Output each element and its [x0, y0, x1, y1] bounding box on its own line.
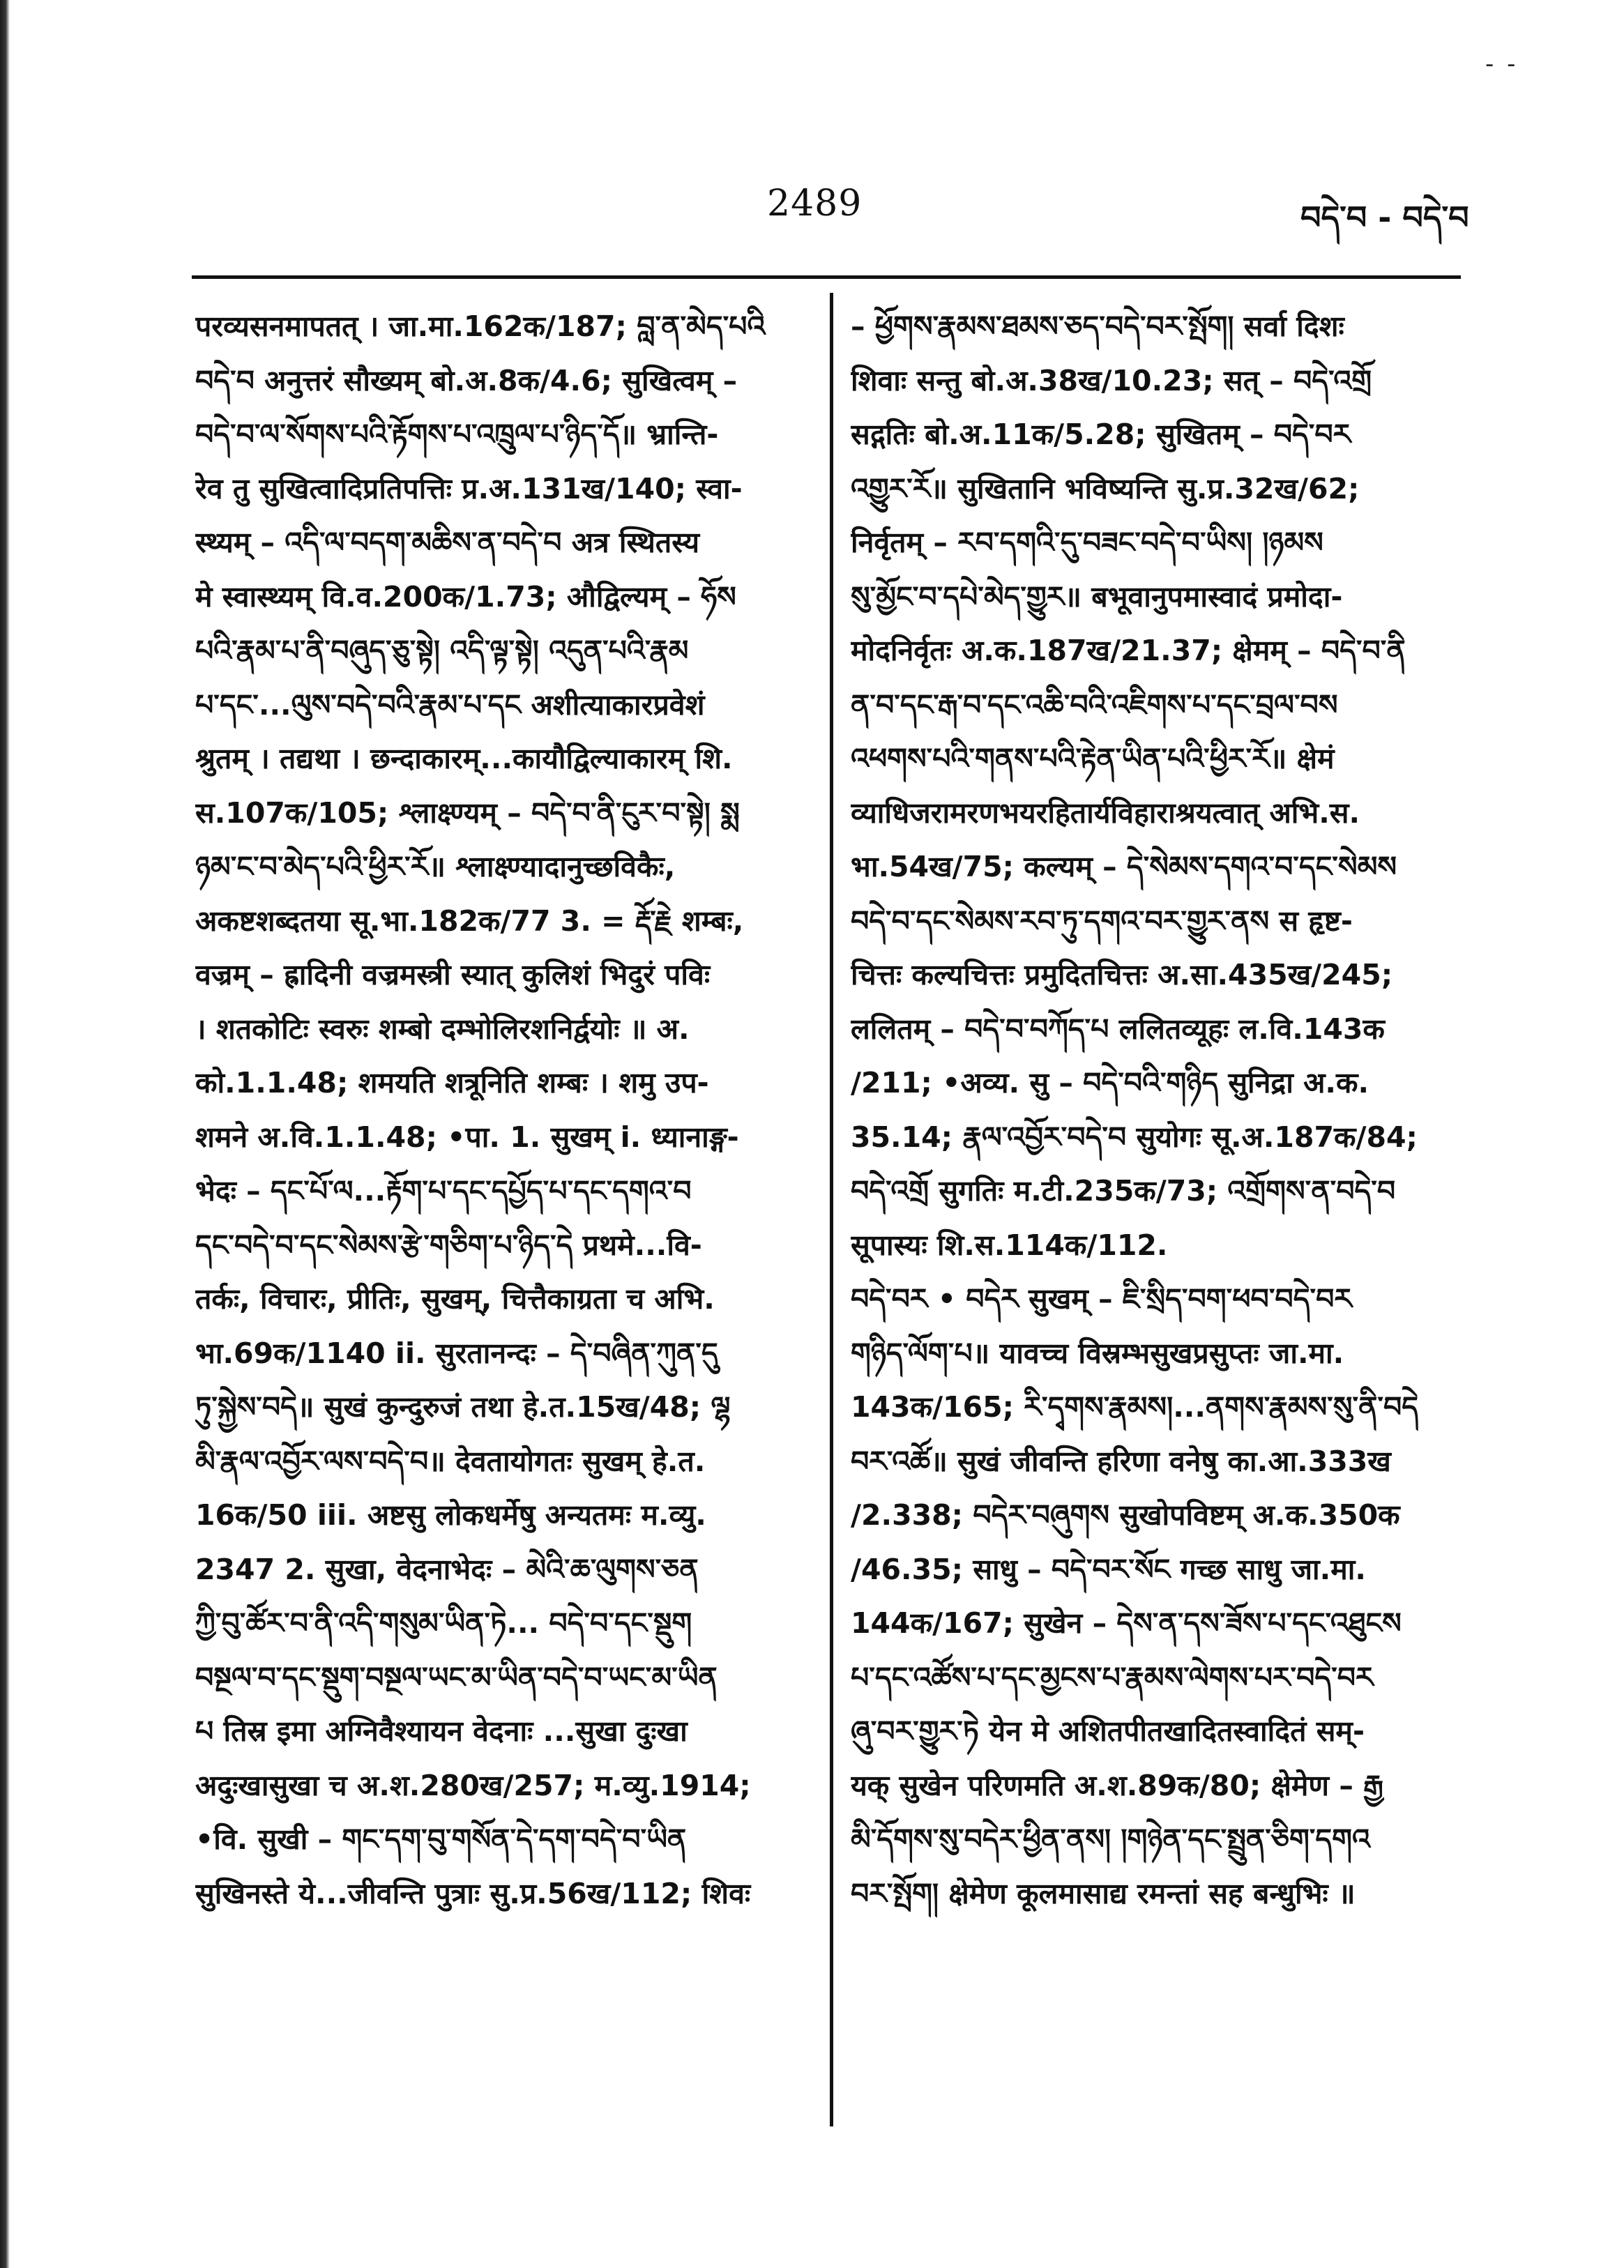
text-line: को.1.1.48; शमयति शत्रूनिति शम्बः । शमु उप- [195, 1066, 709, 1099]
text-line: བདེ་བ་ལ་སོགས་པའི་རྟོགས་པ་འཁྲུལ་པ་ཉིད་དོ॥ भ्रान्ति- [195, 418, 719, 451]
text-line: བསྔལ་བ་དང་སྡུག་བསྔལ་ཡང་མ་ཡིན་བདེ་བ་ཡང་མ་ཡིན [195, 1660, 718, 1694]
text-line: स्थ्यम् – འདི་ལ་བདག་མཆིས་ན་བདེ་བ अत्र स्थितस्य [195, 526, 699, 559]
text-line: वज्रम् – ह्रादिनी वज्रमस्त्री स्यात् कुलिशं भिदुरं पविः [195, 958, 711, 991]
text-line: /211; •अव्य. सु – བདེ་བའི་གཉིད सुनिद्रा अ.क. [851, 1066, 1369, 1099]
text-line: सुखिनस्ते ये...जीवन्ति पुत्राः सु.प्र.56ख/112; शिवः [195, 1876, 751, 1910]
header-rule [192, 275, 1461, 279]
text-line: •वि. सुखी – གང་དག་བུ་གསོན་དེ་དག་བདེ་བ་ཡིན [195, 1822, 687, 1856]
text-line: 16क/50 iii. अष्टसु लोकधर्मेषु अन्यतमः म.व्यु. [195, 1498, 706, 1532]
text-line: ན་བ་དང་རྒ་བ་དང་འཆི་བའི་འཇིགས་པ་དང་བྲལ་བས [851, 687, 1338, 722]
text-line: པ तिस्र इमा अग्निवैश्यायन वेदनाः ...सुखा दुःखा [195, 1714, 688, 1748]
corner-mark: - - [1485, 50, 1519, 78]
text-line: པ་དང་...ལུས་བདེ་བའི་རྣམ་པ་དང अशीत्याकारप्रवेशं [195, 687, 705, 722]
text-line: དང་བདེ་བ་དང་སེམས་རྩེ་གཅིག་པ་ཉིད་དེ प्रथमे...वि- [195, 1228, 702, 1262]
text-line: स.107क/105; श्लाक्ष्ण्यम् – བདེ་བ་ནི་ངུར་བ་སྟེ། སྨ [195, 796, 740, 830]
text-line: བདེ་འགྲོ सुगतिः म.टी.235क/73; འགྲོགས་ན་བདེ་བ [851, 1174, 1396, 1208]
text-line: 35.14; རྣལ་འབྱོར་བདེ་བ सुयोगः सू.अ.187क/84; [851, 1120, 1418, 1154]
text-line: པ་དང་འཚོས་པ་དང་མྱངས་པ་རྣམས་ལེགས་པར་བདེ་བར [851, 1660, 1374, 1694]
text-line: मे स्वास्थ्यम् वि.व.200क/1.73; औद्विल्यम् – ཧོས [195, 579, 736, 614]
text-line: /46.35; साधु – བདེ་བར་སོང गच्छ साधु जा.मा. [851, 1552, 1366, 1586]
text-line: བདེ་བར • བདེར सुखम् – ཇི་སྲིད་བག་ཕབ་བདེ་བར [851, 1282, 1352, 1316]
text-line: मोदनिर्वृतः अ.क.187ख/21.37; क्षेमम् – བདེ་བ་ནི [851, 634, 1406, 667]
left-column [195, 300, 816, 2126]
text-line: भेदः – དང་པོ་ལ...རྟོག་པ་དང་དཔྱོད་པ་དང་དགའ་བ [195, 1174, 692, 1208]
text-line: ཞུ་བར་གྱུར་ཏེ येन मे अशितपीतखादितस्वादितं सम्- [851, 1714, 1365, 1748]
text-line: । शतकोटिः स्वरुः शम्बो दम्भोलिरशनिर्द्वयोः ॥ अ. [195, 1012, 690, 1046]
text-line: ཀྱི་བུ་ཚོར་བ་ནི་འདི་གསུམ་ཡིན་ཏེ... བདེ་བ་དང་སྡུག [195, 1606, 692, 1640]
text-line: གཉིད་ལོག་པ॥ यावच्च विस्रम्भसुखप्रसुप्तः जा.मा. [851, 1336, 1344, 1370]
text-line: परव्यसनमापतत् । जा.मा.162क/187; བླ་ན་མེད་པའི [195, 310, 766, 343]
text-line: སུ་མྱོང་བ་དཔེ་མེད་གྱུར॥ बभूवानुपमास्वादं प्रमोदा- [851, 579, 1343, 614]
page-number: 2489 [767, 183, 863, 224]
text-line: शमने अ.वि.1.1.48; •पा. 1. सुखम् i. ध्यानाङ्ग- [195, 1120, 739, 1154]
text-line: བར་འཚོ॥ सुखं जीवन्ति हरिणा वनेषु का.आ.333ख [851, 1444, 1391, 1478]
text-line: བདེ་བ अनुत्तरं सौख्यम् बो.अ.8क/4.6; सुखित्वम् – [195, 363, 738, 397]
text-line: ཉམ་ང་བ་མེད་པའི་ཕྱིར་རོ॥ श्लाक्ष्ण्यादानुच्छविकैः, [195, 850, 676, 883]
text-line: तर्कः, विचारः, प्रीतिः, सुखम्, चित्तैकाग्रता च अभि. [195, 1282, 715, 1316]
text-line: रेव तु सुखित्वादिप्रतिपत्तिः प्र.अ.131ख/140; स्वा- [195, 471, 743, 505]
text-line: भा.69क/1140 ii. सुरतानन्दः – དེ་བཞིན་ཀུན་དུ [195, 1336, 718, 1370]
column-divider [830, 293, 833, 2126]
right-column [851, 300, 1461, 2126]
text-line: /2.338; བདེར་བཞུགས सुखोपविष्टम् अ.क.350क [851, 1498, 1400, 1532]
text-line: निर्वृतम् – རབ་དགའི་དུ་བཟང་བདེ་བ་ཡིས། །ཉམས [851, 526, 1323, 559]
text-line: མི་དོགས་སུ་བདེར་ཕྱིན་ནས། །གཉེན་དང་སྤྲུན་ཅིག་དགའ [851, 1822, 1370, 1856]
text-line: सद्गतिः बो.अ.11क/5.28; सुखितम् – བདེ་བར [851, 418, 1351, 451]
running-head: བདེ་བ - བདེ་བ [1300, 199, 1469, 236]
text-line: ཏུ་སྐྱེས་བདེ॥ सुखं कुन्दुरुजं तथा हे.त.15ख/48; ལྷ [195, 1390, 731, 1424]
text-line: ललितम् – བདེ་བ་བཀོད་པ ललितव्यूहः ल.वि.143क [851, 1012, 1385, 1046]
text-line: अकष्टशब्दतया सू.भा.182क/77 3. = རྡོ་རྗེ शम्बः, [195, 904, 744, 938]
text-line: པའི་རྣམ་པ་ནི་བཞུད་ཅུ་སྟེ། འདི་ལྟ་སྟེ། འདུན་པའི་རྣམ [195, 634, 689, 667]
text-line: चित्तः कल्यचित्तः प्रमुदितचित्तः अ.सा.435ख/245; [851, 958, 1393, 991]
text-line: शिवाः सन्तु बो.अ.38ख/10.23; सत् – བདེ་འགྲོ [851, 363, 1372, 397]
text-line: བདེ་བ་དང་སེམས་རབ་ཏུ་དགའ་བར་གྱུར་ནས स हृष्ट- [851, 904, 1353, 938]
text-line: श्रुतम् । तद्यथा । छन्दाकारम्...कायौद्विल्याकारम् शि. [195, 742, 733, 775]
page-binding-edge [0, 0, 10, 2268]
text-line: व्याधिजरामरणभयरहितार्यविहाराश्रयत्वात् अभि.स. [851, 796, 1360, 830]
text-line: བར་སྤོག། क्षेमेण कूलमासाद्य रमन्तां सह बन्धुभिः ॥ [851, 1876, 1356, 1910]
text-line: अदुःखासुखा च अ.श.280ख/257; म.व्यु.1914; [195, 1768, 751, 1802]
text-line: भा.54ख/75; कल्यम् – དེ་སེམས་དགའ་བ་དང་སེམས [851, 850, 1397, 883]
text-line: 143क/165; རི་དྭགས་རྣམས།...ནགས་རྣམས་སུ་ནི་བདེ [851, 1390, 1419, 1424]
text-line: यक् सुखेन परिणमति अ.श.89क/80; क्षेमेण – རྒྱ [851, 1768, 1383, 1802]
text-line: 2347 2. सुखा, वेदनाभेदः – མེའི་ཆ་ལུགས་ཅན [195, 1552, 699, 1586]
text-line: འཕགས་པའི་གནས་པའི་རྟེན་ཡིན་པའི་ཕྱིར་རོ॥ क्षेमं [851, 742, 1335, 775]
text-line: – ཕྱོགས་རྣམས་ཐམས་ཅད་བདེ་བར་སྤོག། सर्वा दिशः [851, 310, 1344, 343]
text-line: འགྱུར་རོ॥ सुखितानि भविष्यन्ति सु.प्र.32ख/62; [851, 471, 1360, 505]
text-line: सूपास्यः शि.स.114क/112. [851, 1228, 1168, 1262]
text-line: མི་རྣལ་འབྱོར་ལས་བདེ་བ॥ देवतायोगतः सुखम् हे.त. [195, 1444, 706, 1478]
text-line: 144क/167; सुखेन – དེས་ན་དས་ཟོས་པ་དང་འཐུངས [851, 1606, 1402, 1640]
